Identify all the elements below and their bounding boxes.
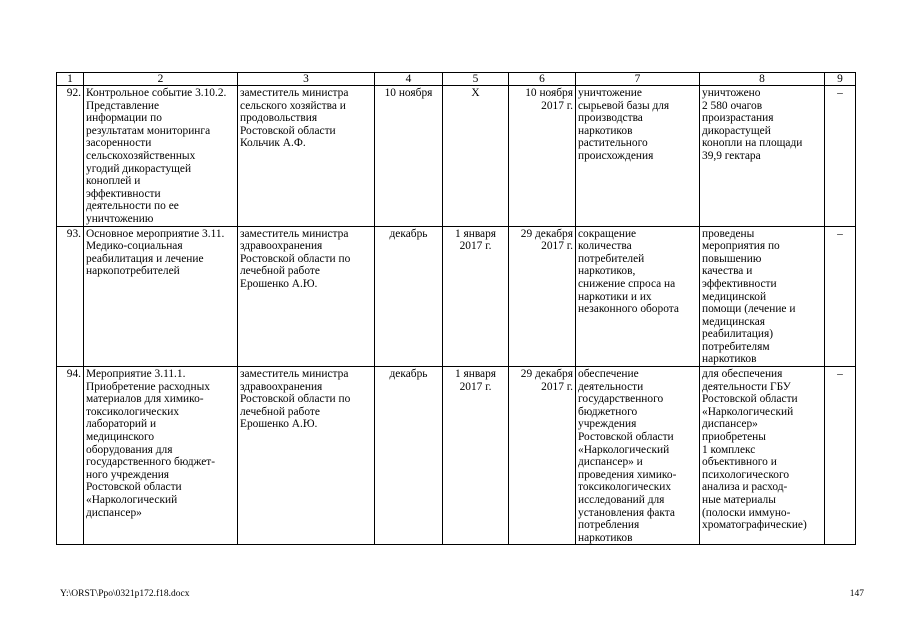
start-date-cell-line: X [471, 87, 480, 99]
end-date-cell-line: 2017 г. [541, 380, 573, 393]
actual-result-cell-line: проведены [702, 227, 755, 240]
actual-result-cell-line: Ростовской области [702, 393, 798, 406]
actual-result-cell-line: анализа и расход- [702, 481, 788, 494]
expected-result-cell-line: учреждения [578, 418, 637, 431]
expected-result-cell [576, 367, 700, 545]
responsible-cell-line: заместитель министра [240, 368, 349, 381]
expected-result-cell-line: установления факта [578, 506, 675, 519]
event-cell-line: ного учреждения [86, 468, 170, 481]
responsible-cell-line: заместитель министра [240, 227, 349, 240]
page-number: 147 [849, 589, 864, 599]
expected-result-cell-line: количества [578, 240, 632, 253]
event-cell-line: засоренности [86, 137, 152, 150]
table-row [57, 367, 856, 545]
event-cell-line: наркопотребителей [86, 265, 180, 278]
expected-result-cell-line: потребления [578, 519, 640, 532]
end-date-cell-line: 2017 г. [541, 240, 573, 253]
expected-result-cell-line: растительного [578, 137, 648, 150]
actual-result-cell-line: объективного и [702, 456, 777, 469]
column-number-cell: 8 [700, 73, 825, 86]
actual-result-cell-line: реабилитация) [702, 328, 774, 341]
responsible-cell-line: лечебной работе [240, 405, 320, 418]
actual-result-cell-line: «Наркологический [702, 405, 794, 418]
expected-result-cell-line: сокращение [578, 227, 637, 240]
plan-table [56, 72, 856, 545]
expected-result-cell-line: потребителей [578, 252, 645, 265]
column-number-cell: 6 [509, 73, 576, 86]
actual-result-cell-line: мероприятия по [702, 240, 780, 253]
start-date-cell [443, 86, 509, 227]
event-cell [84, 86, 238, 227]
start-date-cell-line: 2017 г. [459, 380, 492, 393]
event-cell-line: государственного бюджет- [86, 456, 216, 469]
event-cell-line: результатам мониторинга [86, 124, 211, 137]
event-cell-line: Ростовской области [86, 481, 182, 494]
actual-result-cell-line: потребителям [702, 340, 770, 353]
event-cell [84, 226, 238, 367]
expected-result-cell-line: производства [578, 112, 643, 125]
actual-result-cell-line: деятельности ГБУ [702, 380, 791, 393]
responsible-cell-line: здравоохранения [240, 240, 323, 253]
file-path: Y:\ORST\Ppo\0321p172.f18.docx [60, 589, 190, 599]
actual-result-cell-line: ные материалы [702, 494, 776, 506]
start-date-cell [443, 226, 509, 367]
responsible-cell-line: продовольствия [240, 112, 318, 125]
expected-result-cell-line: исследований для [578, 494, 665, 506]
event-cell-line: токсикологических [86, 405, 180, 418]
start-date-cell [443, 367, 509, 545]
end-date-cell-line: 29 декабря [520, 368, 573, 381]
responsible-cell-line: Ростовской области по [240, 393, 351, 406]
responsible-cell-line: лечебной работе [240, 265, 320, 278]
expected-result-cell-line: наркотиков [578, 531, 633, 544]
row-number: 93. [57, 226, 84, 367]
actual-result-cell-line: психологического [702, 468, 790, 481]
deadline-cell [375, 86, 443, 227]
event-cell-line: Приобретение расходных [86, 380, 210, 393]
responsible-cell-line: здравоохранения [240, 380, 323, 393]
expected-result-cell [576, 86, 700, 227]
actual-result-cell-line: качества и [702, 265, 753, 278]
responsible-cell [238, 367, 375, 545]
deadline-cell [375, 226, 443, 367]
event-cell-line: оборудования для [86, 443, 173, 456]
expected-result-cell-line: деятельности [578, 380, 644, 393]
responsible-cell [238, 86, 375, 227]
end-date-cell [509, 226, 576, 367]
event-cell-line: «Наркологический [86, 494, 178, 506]
column-number-cell: 1 [57, 73, 84, 86]
actual-result-cell-line: для обеспечения [702, 368, 783, 381]
event-cell-line: материалов для химико- [86, 393, 204, 406]
end-date-cell-line: 10 ноября [525, 87, 573, 99]
row-number: 92. [57, 86, 84, 227]
actual-result-cell-line: эффективности [702, 277, 777, 290]
deadline-cell-line: 10 ноября [384, 87, 433, 99]
problems-cell [825, 367, 856, 545]
deadline-cell [375, 367, 443, 545]
event-cell [84, 367, 238, 545]
deadline-cell-line: декабрь [389, 368, 428, 381]
event-cell-line: Представление [86, 99, 160, 112]
expected-result-cell-line: наркотиков [578, 124, 633, 137]
expected-result-cell-line: диспансер» и [578, 456, 643, 469]
column-number-cell: 5 [443, 73, 509, 86]
end-date-cell-line: 29 декабря [520, 227, 573, 240]
end-date-cell [509, 367, 576, 545]
problems-cell-line: – [837, 227, 843, 240]
event-cell-line: диспансер» [86, 506, 142, 519]
problems-cell [825, 226, 856, 367]
responsible-cell-line: Ростовской области по [240, 252, 351, 265]
responsible-cell-line: Ерошенко А.Ю. [240, 418, 318, 431]
actual-result-cell-line: повышению [702, 252, 762, 265]
responsible-cell-line: заместитель министра [240, 87, 349, 99]
expected-result-cell-line: проведения химико- [578, 468, 677, 481]
column-number-cell: 4 [375, 73, 443, 86]
expected-result-cell-line: Ростовской области [578, 431, 674, 444]
actual-result-cell-line: диспансер» [702, 418, 758, 431]
event-cell-line: информации по [86, 112, 162, 125]
actual-result-cell-line: хроматографические) [702, 519, 807, 532]
event-cell-line: уничтожению [86, 212, 154, 225]
event-cell-line: Основное мероприятие 3.11. [86, 227, 225, 240]
column-number-row [57, 73, 856, 86]
event-cell-line: Медико-социальная [86, 240, 183, 253]
expected-result-cell-line: сырьевой базы для [578, 99, 670, 112]
event-cell-line: Контрольное событие 3.10.2. [86, 87, 227, 99]
actual-result-cell-line: уничтожено [702, 87, 761, 99]
actual-result-cell-line: (полоски иммуно- [702, 506, 791, 519]
problems-cell [825, 86, 856, 227]
actual-result-cell-line: 39,9 гектара [702, 149, 761, 162]
expected-result-cell-line: обеспечение [578, 368, 639, 381]
actual-result-cell [700, 226, 825, 367]
responsible-cell-line: сельского хозяйства и [240, 99, 346, 112]
deadline-cell-line: декабрь [389, 227, 428, 240]
problems-cell-line: – [837, 87, 843, 99]
event-cell-line: коноплей и [86, 175, 141, 188]
actual-result-cell-line: медицинская [702, 315, 766, 328]
expected-result-cell-line: бюджетного [578, 405, 638, 418]
event-cell-line: сельскохозяйственных [86, 149, 196, 162]
column-number-cell: 2 [84, 73, 238, 86]
expected-result-cell-line: снижение спроса на [578, 277, 676, 290]
table-body [57, 73, 856, 545]
expected-result-cell-line: «Наркологический [578, 443, 670, 456]
event-cell-line: угодий дикорастущей [86, 162, 192, 175]
actual-result-cell-line: 1 комплекс [702, 443, 756, 456]
actual-result-cell-line: приобретены [702, 431, 766, 444]
actual-result-cell-line: помощи (лечение и [702, 303, 796, 316]
responsible-cell-line: Ерошенко А.Ю. [240, 277, 318, 290]
end-date-cell [509, 86, 576, 227]
problems-cell-line: – [837, 368, 843, 381]
column-number-cell: 7 [576, 73, 700, 86]
expected-result-cell-line: происхождения [578, 149, 654, 162]
expected-result-cell-line: наркотики и их [578, 290, 652, 303]
actual-result-cell [700, 367, 825, 545]
expected-result-cell-line: уничтожение [578, 87, 642, 99]
expected-result-cell-line: незаконного оборота [578, 303, 679, 316]
event-cell-line: реабилитация и лечение [86, 252, 204, 265]
table-row [57, 226, 856, 367]
actual-result-cell-line: медицинской [702, 290, 767, 303]
expected-result-cell-line: наркотиков, [578, 265, 636, 278]
start-date-cell-line: 1 января [454, 368, 497, 381]
actual-result-cell [700, 86, 825, 227]
event-cell-line: эффективности [86, 187, 161, 200]
event-cell-line: деятельности по ее [86, 200, 179, 213]
responsible-cell-line: Ростовской области [240, 124, 336, 137]
expected-result-cell [576, 226, 700, 367]
actual-result-cell-line: наркотиков [702, 353, 757, 366]
event-cell-line: Мероприятие 3.11.1. [86, 368, 186, 381]
responsible-cell [238, 226, 375, 367]
expected-result-cell-line: токсикологических [578, 481, 672, 494]
actual-result-cell-line: произрастания [702, 112, 774, 125]
start-date-cell-line: 2017 г. [459, 240, 492, 253]
responsible-cell-line: Кольчик А.Ф. [240, 137, 306, 150]
start-date-cell-line: 1 января [454, 227, 497, 240]
actual-result-cell-line: конопли на площади [702, 137, 803, 150]
row-number: 94. [57, 367, 84, 545]
table-row [57, 86, 856, 227]
actual-result-cell-line: дикорастущей [702, 124, 771, 137]
column-number-cell: 3 [238, 73, 375, 86]
column-number-cell: 9 [825, 73, 856, 86]
expected-result-cell-line: государственного [578, 393, 664, 406]
event-cell-line: лабораторий и [86, 418, 157, 431]
actual-result-cell-line: 2 580 очагов [702, 99, 763, 112]
end-date-cell-line: 2017 г. [541, 99, 573, 112]
event-cell-line: медицинского [86, 431, 155, 444]
